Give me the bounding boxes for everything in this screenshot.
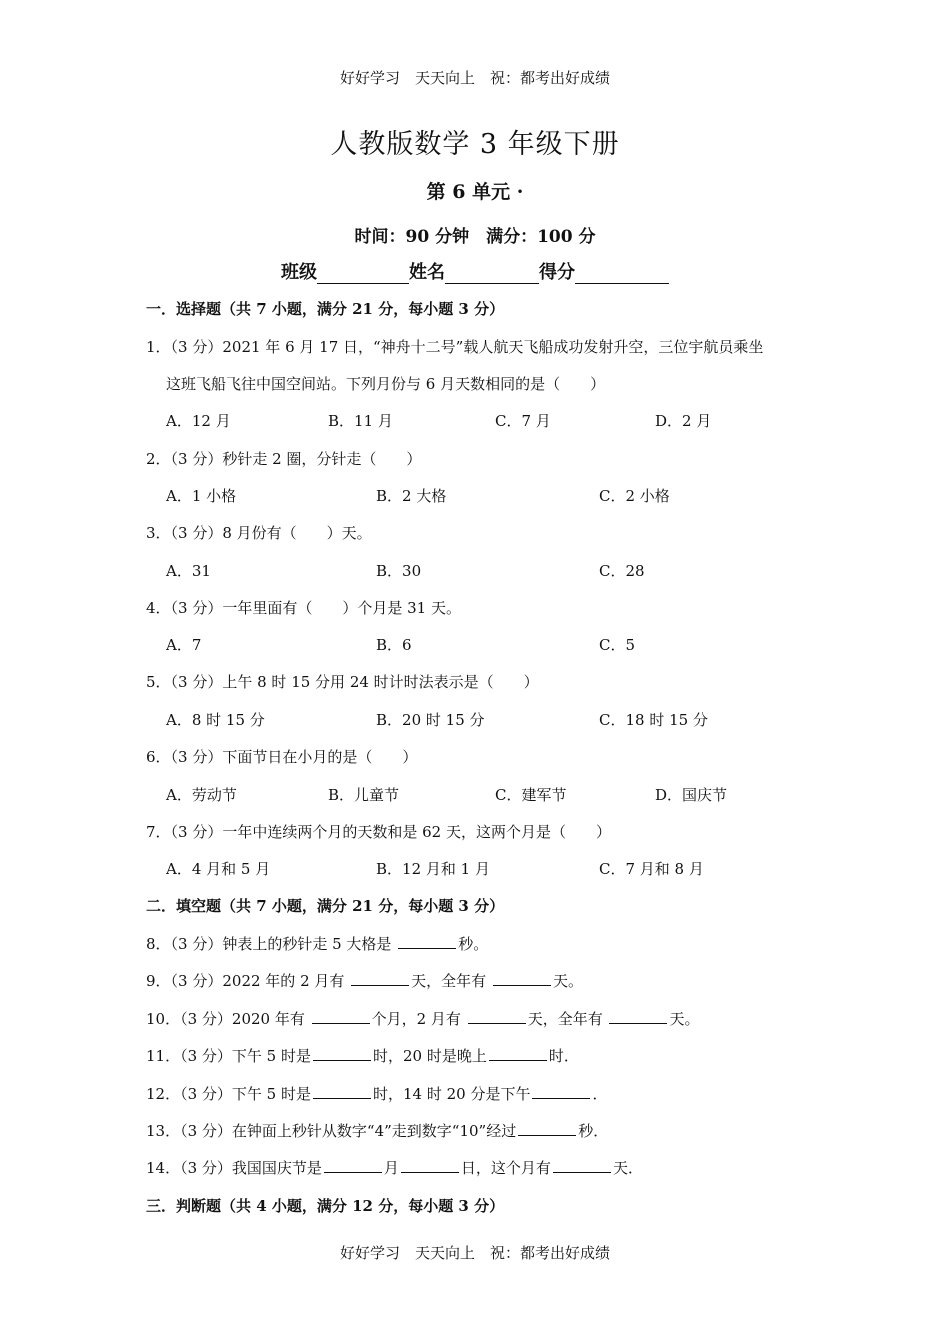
question-9 xyxy=(146,970,583,991)
q14-text-d: 天． xyxy=(612,1159,643,1177)
question-1-line2: 这班飞船飞往中国空间站。下列月份与 6 月天数相同的是（ ） xyxy=(166,375,606,393)
q12-blank-2[interactable] xyxy=(532,1083,590,1099)
q9-text-a: 9．（3 分）2022 年的 2 月有 xyxy=(146,972,350,990)
q6-option-d[interactable]: D．国庆节 xyxy=(655,786,728,804)
q11-text-a: 11．（3 分）下午 5 时是 xyxy=(146,1047,311,1065)
q14-blank-2[interactable] xyxy=(401,1157,459,1173)
q6-option-b[interactable]: B．儿童节 xyxy=(328,786,400,804)
q13-text-a: 13．（3 分）在钟面上秒针从数字“4”走到数字“10”经过 xyxy=(146,1122,517,1140)
q14-blank-1[interactable] xyxy=(324,1157,382,1173)
unit-subtitle: 第 6 单元 · xyxy=(426,181,524,203)
question-3: 3．（3 分）8 月份有（ ）天。 xyxy=(146,524,372,542)
question-5: 5．（3 分）上午 8 时 15 分用 24 时计时法表示是（ ） xyxy=(146,673,539,691)
q5-option-a[interactable]: A．8 时 15 分 xyxy=(166,711,265,729)
section-1-title: 一．选择题（共 7 小题，满分 21 分，每小题 3 分） xyxy=(146,300,505,318)
q13-blank-1[interactable] xyxy=(518,1120,576,1136)
q6-option-a[interactable]: A．劳动节 xyxy=(166,786,237,804)
q1-option-b[interactable]: B．11 月 xyxy=(328,412,393,430)
q10-text-b: 个月，2 月有 xyxy=(371,1010,466,1028)
q11-text-b: 时，20 时是晚上 xyxy=(372,1047,487,1065)
q10-blank-1[interactable] xyxy=(312,1008,370,1024)
q14-text-b: 月 xyxy=(383,1159,399,1177)
q12-text-c: ． xyxy=(592,1085,608,1103)
section-2-title: 二．填空题（共 7 小题，满分 21 分，每小题 3 分） xyxy=(146,897,505,915)
page-header: 好好学习 天天向上 祝：都考出好成绩 xyxy=(339,69,610,87)
score-label: 得分 xyxy=(539,262,575,283)
q3-option-c[interactable]: C．28 xyxy=(599,562,645,580)
question-2: 2．（3 分）秒针走 2 圈，分针走（ ） xyxy=(146,450,422,468)
q5-option-c[interactable]: C．18 时 15 分 xyxy=(599,711,708,729)
page-footer: 好好学习 天天向上 祝：都考出好成绩 xyxy=(339,1244,610,1262)
section-3-title: 三．判断题（共 4 小题，满分 12 分，每小题 3 分） xyxy=(146,1197,505,1215)
score-blank[interactable] xyxy=(575,265,669,284)
question-6: 6．（3 分）下面节日在小月的是（ ） xyxy=(146,748,418,766)
q7-option-c[interactable]: C．7 月和 8 月 xyxy=(599,860,704,878)
q11-blank-1[interactable] xyxy=(313,1045,371,1061)
q9-text-c: 天。 xyxy=(552,972,583,990)
q8-blank-1[interactable] xyxy=(398,933,456,949)
q10-text-c: 天，全年有 xyxy=(527,1010,608,1028)
q1-option-d[interactable]: D．2 月 xyxy=(655,412,712,430)
q9-blank-2[interactable] xyxy=(493,970,551,986)
q12-text-b: 时，14 时 20 分是下午 xyxy=(372,1085,531,1103)
question-1-line1: 1．（3 分）2021 年 6 月 17 日，“神舟十二号”载人航天飞船成功发射升空，三位宇航员乘坐 xyxy=(146,338,764,356)
q3-option-b[interactable]: B．30 xyxy=(376,562,422,580)
q14-blank-3[interactable] xyxy=(553,1157,611,1173)
question-11 xyxy=(146,1045,579,1066)
q4-option-b[interactable]: B．6 xyxy=(376,636,412,654)
q14-text-a: 14．（3 分）我国国庆节是 xyxy=(146,1159,322,1177)
q7-option-b[interactable]: B．12 月和 1 月 xyxy=(376,860,490,878)
question-14 xyxy=(146,1157,643,1178)
q7-option-a[interactable]: A．4 月和 5 月 xyxy=(166,860,271,878)
class-blank[interactable] xyxy=(317,265,409,284)
q1-option-a[interactable]: A．12 月 xyxy=(166,412,231,430)
exam-time-info: 时间：90 分钟 满分：100 分 xyxy=(354,227,596,247)
q14-text-c: 日，这个月有 xyxy=(460,1159,551,1177)
q1-option-c[interactable]: C．7 月 xyxy=(495,412,551,430)
question-8 xyxy=(146,933,488,954)
q10-blank-3[interactable] xyxy=(609,1008,667,1024)
q4-option-a[interactable]: A．7 xyxy=(166,636,202,654)
q2-option-b[interactable]: B．2 大格 xyxy=(376,487,447,505)
q2-option-a[interactable]: A．1 小格 xyxy=(166,487,237,505)
q13-text-b: 秒． xyxy=(578,1122,609,1140)
question-7: 7．（3 分）一年中连续两个月的天数和是 62 天，这两个月是（ ） xyxy=(146,823,611,841)
q3-option-a[interactable]: A．31 xyxy=(166,562,211,580)
q8-text-a: 8．（3 分）钟表上的秒针走 5 大格是 xyxy=(146,935,397,953)
class-label: 班级 xyxy=(281,262,317,283)
question-4: 4．（3 分）一年里面有（ ）个月是 31 天。 xyxy=(146,599,461,617)
q11-blank-2[interactable] xyxy=(489,1045,547,1061)
q10-blank-2[interactable] xyxy=(468,1008,526,1024)
page-title: 人教版数学 3 年级下册 xyxy=(330,129,620,160)
q11-text-c: 时． xyxy=(548,1047,579,1065)
q12-blank-1[interactable] xyxy=(313,1083,371,1099)
q4-option-c[interactable]: C．5 xyxy=(599,636,636,654)
q10-text-a: 10．（3 分）2020 年有 xyxy=(146,1010,310,1028)
q10-text-d: 天。 xyxy=(669,1010,700,1028)
question-10 xyxy=(146,1008,700,1029)
q8-text-b: 秒。 xyxy=(458,935,489,953)
q6-option-c[interactable]: C．建军节 xyxy=(495,786,567,804)
question-12 xyxy=(146,1083,607,1104)
q5-option-b[interactable]: B．20 时 15 分 xyxy=(376,711,485,729)
name-blank[interactable] xyxy=(445,265,539,284)
q9-blank-1[interactable] xyxy=(351,970,409,986)
q12-text-a: 12．（3 分）下午 5 时是 xyxy=(146,1085,311,1103)
q2-option-c[interactable]: C．2 小格 xyxy=(599,487,670,505)
question-13 xyxy=(146,1120,608,1141)
student-info-line xyxy=(0,258,950,284)
q9-text-b: 天，全年有 xyxy=(411,972,491,990)
name-label: 姓名 xyxy=(409,262,445,283)
